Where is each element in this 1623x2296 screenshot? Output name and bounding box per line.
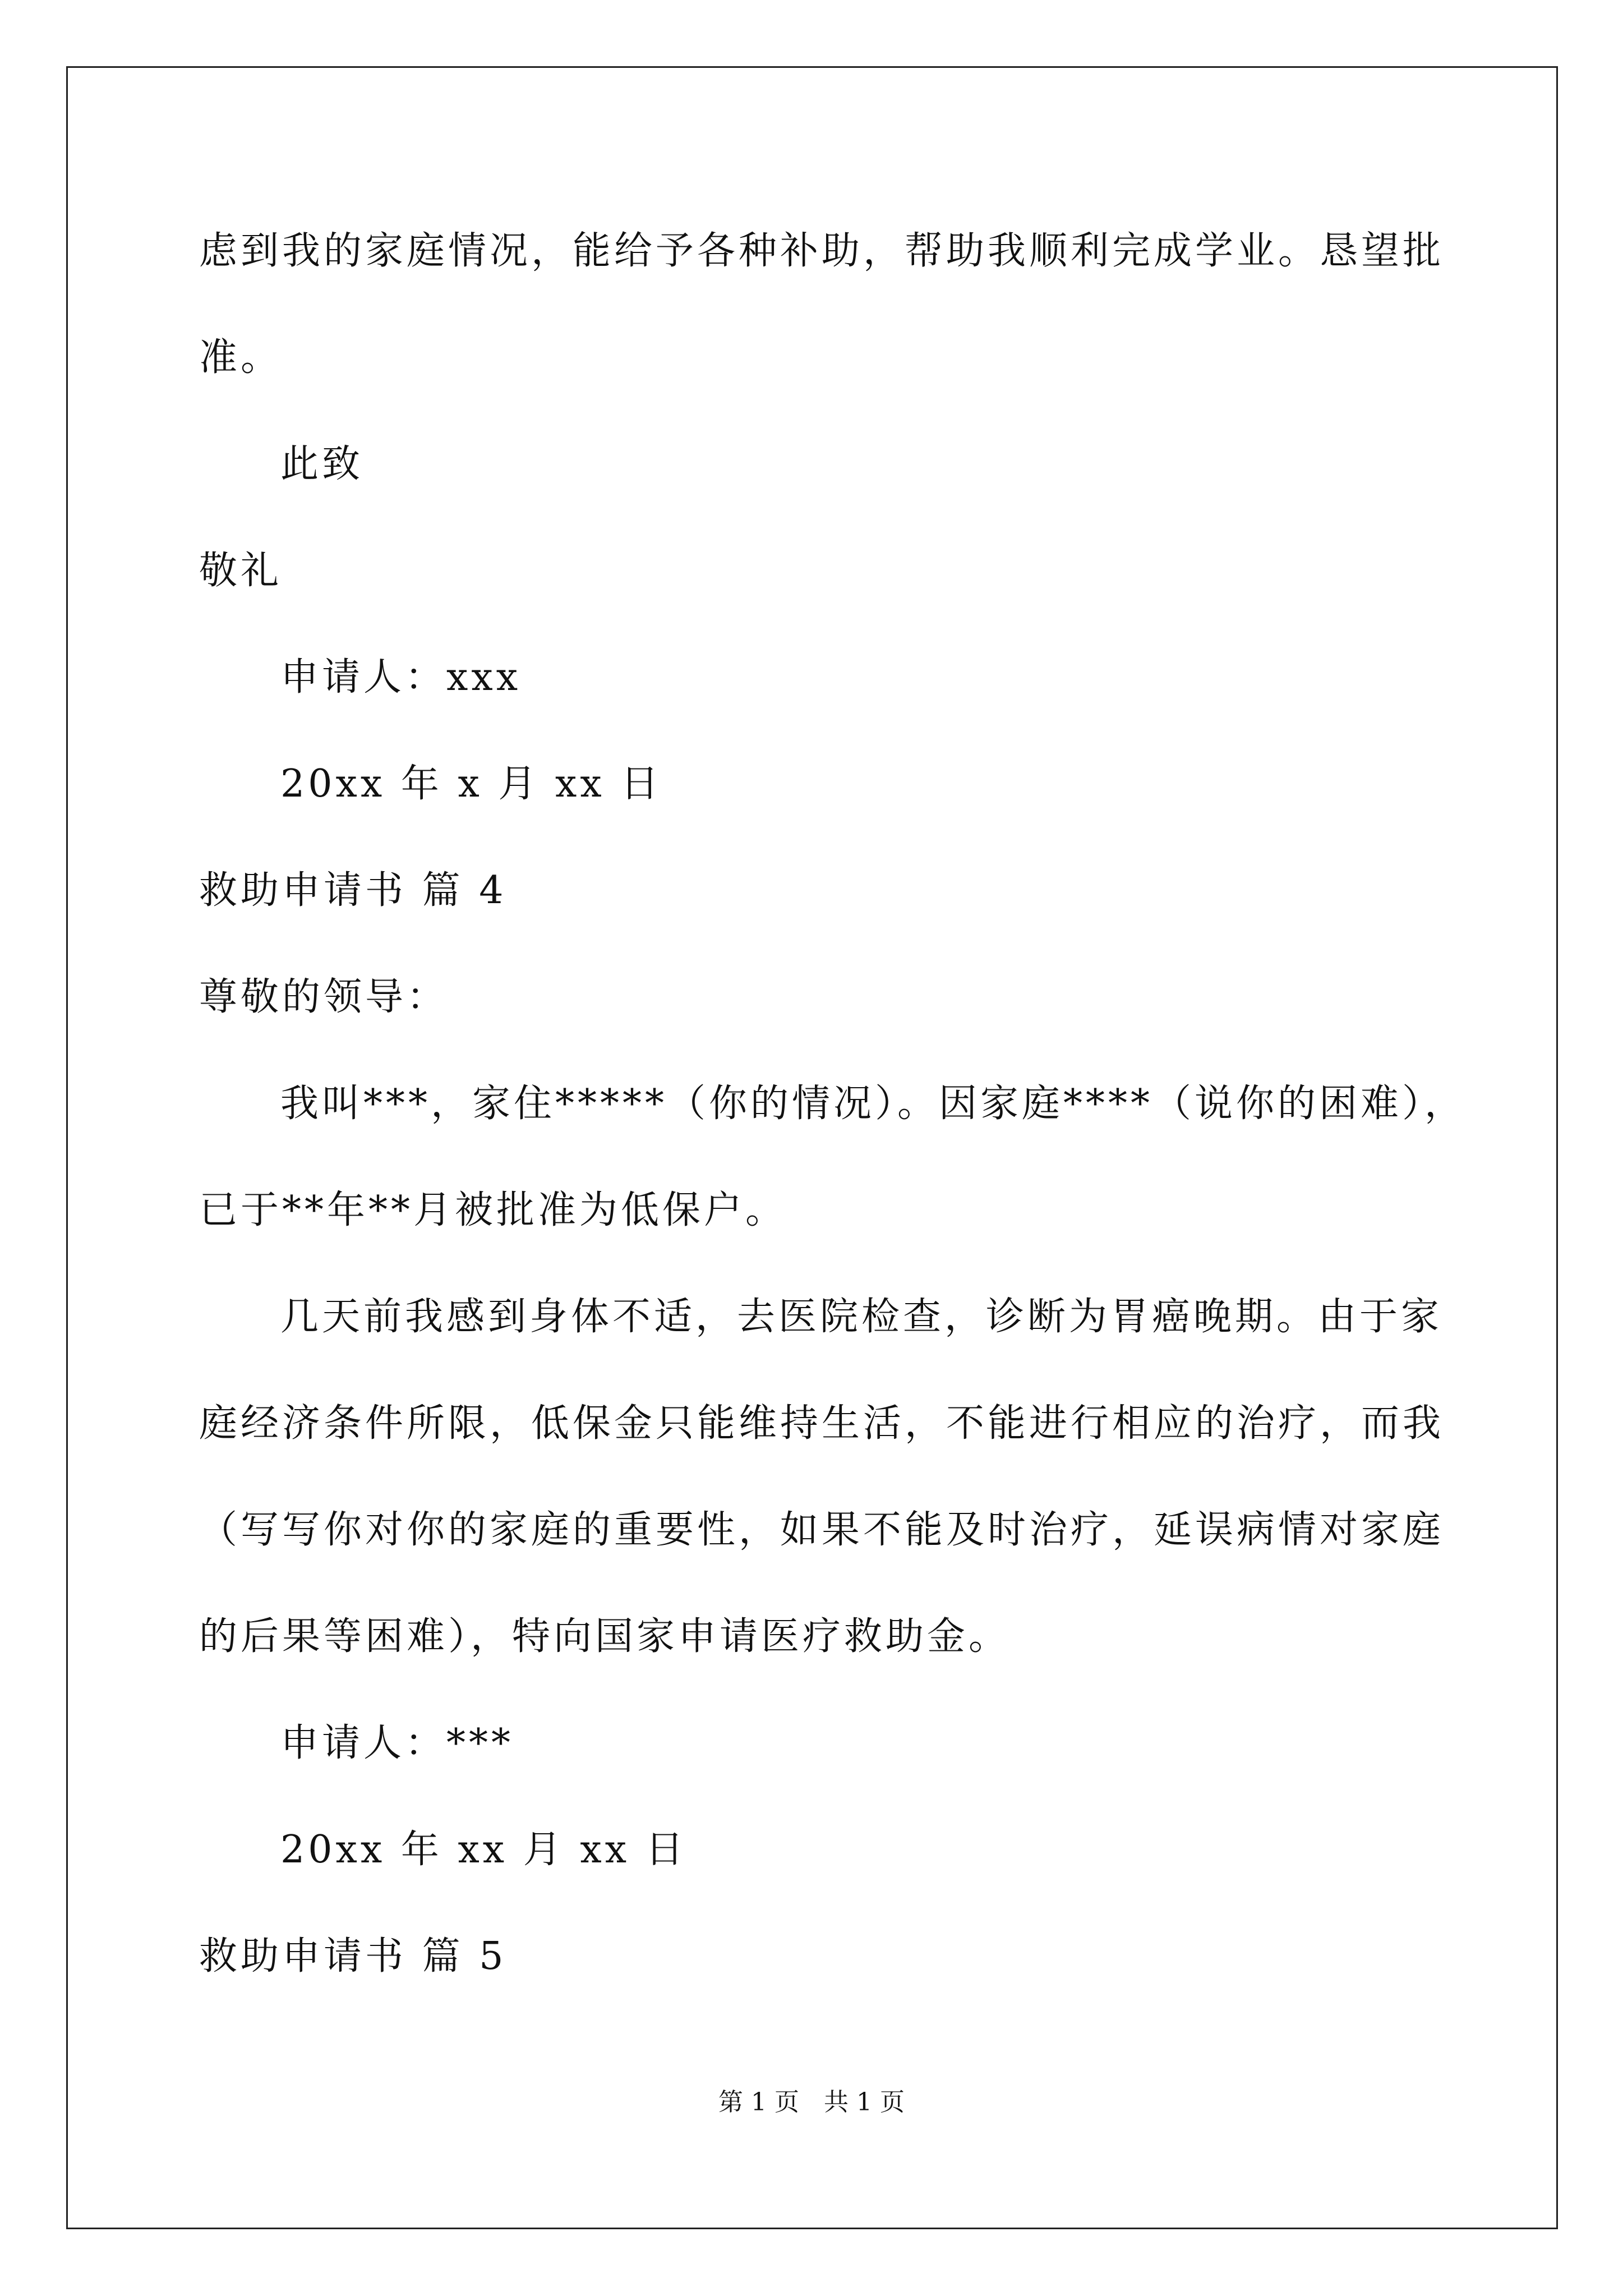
applicant-signature: 申请人：xxx [280,655,522,700]
body-text-line: 的后果等困难），特向国家申请医疗救助金。 [199,1614,1011,1659]
body-text-line: 几天前我感到身体不适，去医院检查，诊断为胃癌晚期。由于家 [280,1295,1443,1339]
body-text-line: 准。 [199,335,283,380]
body-text-line: 已于**年**月被批准为低保户。 [199,1188,787,1232]
closing-salutation: 此致 [280,442,364,486]
body-text-line: 我叫***，家住*****（你的情况）。因家庭****（说你的困难）， [280,1082,1467,1126]
salutation: 尊敬的领导： [199,975,449,1019]
body-text-line: （写写你对你的家庭的重要性，如果不能及时治疗，延误病情对家庭 [199,1508,1445,1552]
section-heading: 救助申请书 篇 5 [199,1934,507,1978]
applicant-signature: 申请人：*** [280,1721,514,1765]
body-text-line: 虑到我的家庭情况，能给予各种补助，帮助我顺利完成学业。恳望批 [199,229,1445,273]
closing-regards: 敬礼 [199,549,283,593]
section-heading: 救助申请书 篇 4 [199,868,507,913]
date-line: 20xx 年 x 月 xx 日 [280,762,662,806]
page-footer: 第 1 页 共 1 页 [718,2088,905,2116]
date-line: 20xx 年 xx 月 xx 日 [280,1828,687,1872]
body-text-line: 庭经济条件所限，低保金只能维持生活，不能进行相应的治疗，而我 [199,1401,1445,1446]
page-border [66,66,1558,2229]
